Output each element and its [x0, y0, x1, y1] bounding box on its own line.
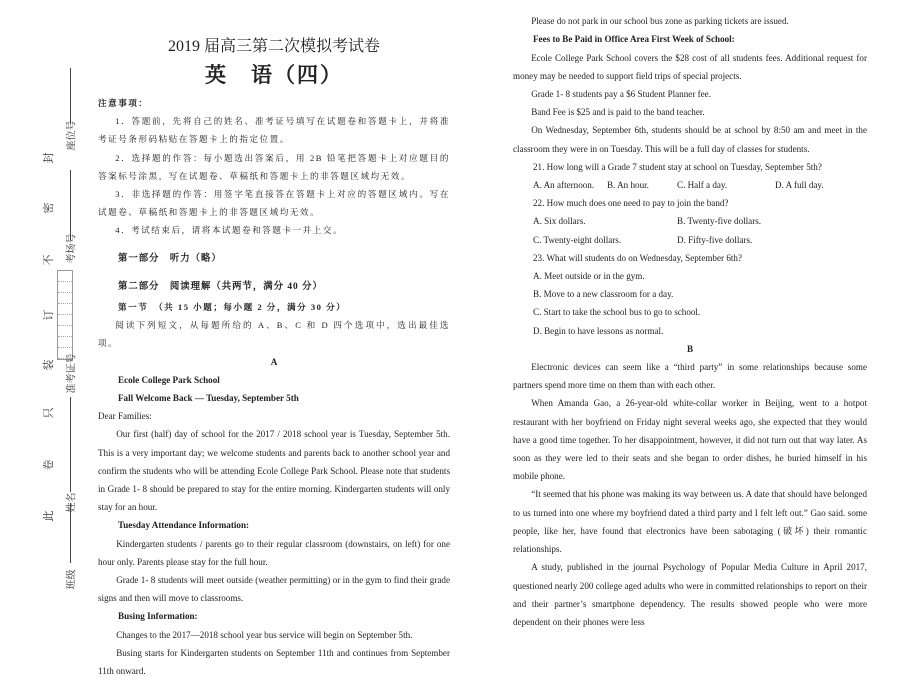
- option[interactable]: D. Begin to have lessons as normal.: [533, 325, 664, 336]
- seat-number-line[interactable]: [70, 68, 71, 124]
- option[interactable]: D. Fifty-five dollars.: [677, 234, 753, 245]
- seal-char: 密: [43, 202, 55, 214]
- attendance-heading: Tuesday Attendance Information:: [118, 520, 250, 531]
- option[interactable]: A. Six dollars.: [533, 216, 586, 227]
- exam-room-line[interactable]: [70, 170, 71, 240]
- admission-number-line[interactable]: [70, 397, 71, 492]
- name-line[interactable]: [70, 503, 71, 563]
- paragraph: When Amanda Gao, a 26-year-old white-collar worker in Beijing, went to a hotpot restaurant with her boyfriend on Friday night several weeks ago, she expected that they would have a good time together. To her disappointment, however, it did not turn out that way later. As soon as they were led to their seats and she began to order dishes, he buried himself in his mobile phone.: [513, 398, 867, 482]
- paragraph: Grade 1- 8 students will meet outside (weather permitting) or in the gym to find their grade signs and then will move to classrooms.: [98, 575, 450, 604]
- part2-heading: 第二部分 阅读理解（共两节，满分 40 分）: [118, 281, 323, 292]
- right-column: [513, 0, 867, 631]
- class-label: 班级: [66, 569, 78, 590]
- notice-item: 4．考试结束后，请将本试题卷和答题卡一并上交。: [115, 225, 344, 236]
- barcode-boxes[interactable]: [57, 270, 73, 360]
- notice-item: 3．非选择题的作答：用签字笔直接答在答题卡上对应的答题区域内。写在试题卷、草稿纸和答题卡上的非答题区域均无效。: [98, 189, 450, 218]
- passage-a-label: A: [270, 356, 278, 367]
- school-name: Ecole College Park School: [118, 374, 220, 385]
- paragraph: A study, published in the journal Psychology of Popular Media Culture in April 2017, questioned nearly 200 college aged adults who were in committed relationships to report on their and their partner’s smartphone dependency. The results showed people who were more dependent on their phones were less: [513, 562, 867, 627]
- exam-title: 2019 届高三第二次模拟考试卷: [167, 38, 380, 55]
- option[interactable]: D. A full day.: [775, 180, 824, 191]
- left-column: [98, 30, 450, 680]
- passage-b-label: B: [686, 343, 694, 354]
- notice-item: 2．选择题的作答：每小题选出答案后，用 2B 铅笔把答题卡上对应题目的答案标号涂黑，写在试题卷、草稿纸和答题卡上的非答题区域均无效。: [98, 152, 450, 181]
- paragraph: Electronic devices can seem like a “third party” in some relationships because some partners spend more time on them than with each other.: [513, 362, 867, 391]
- question-stem: 22. How much does one need to pay to join the band?: [533, 198, 729, 209]
- option[interactable]: B. An hour.: [607, 180, 649, 191]
- notice-item: 1．答题前，先将自己的姓名、准考证号填写在试题卷和答题卡上，并将准考证号条形码粘贴在答题卡上的指定位置。: [98, 116, 450, 145]
- paragraph: Kindergarten students / parents go to their regular classroom (downstairs, on left) for one hour only. Parents please stay for the full hour.: [98, 538, 450, 567]
- option[interactable]: A. Meet outside or in the gym.: [533, 271, 645, 282]
- paragraph: Grade 1- 8 students pay a $6 Student Planner fee.: [531, 89, 711, 100]
- option[interactable]: C. Half a day.: [677, 180, 728, 191]
- seal-char: 不: [43, 254, 55, 266]
- paragraph: On Wednesday, September 6th, students should be at school by 8:50 am and meet in the classroom they were in on Tuesday. This will be a full day of classes for students.: [513, 125, 867, 154]
- notice-heading: 注意事项：: [98, 98, 149, 108]
- option[interactable]: B. Move to a new classroom for a day.: [533, 289, 674, 300]
- paragraph: Please do not park in our school bus zone as parking tickets are issued.: [531, 16, 789, 27]
- exam-room-label: 考场号: [66, 233, 78, 264]
- option[interactable]: B. Twenty-five dollars.: [677, 216, 762, 227]
- section-instruction: 阅读下列短文，从每题所给的 A、B、C 和 D 四个选项中，选出最佳选项。: [98, 320, 450, 349]
- option[interactable]: A. An afternoon.: [533, 180, 595, 191]
- admission-number-label: 准考证号: [66, 353, 78, 394]
- seal-char: 只: [43, 407, 55, 419]
- subject-title: 英 语（四）: [205, 63, 343, 87]
- seal-char: 卷: [43, 459, 55, 471]
- paragraph: Ecole College Park School covers the $28 cost of all students fees. Additional request for money may be needed to support field trips of special projects.: [513, 52, 867, 81]
- seat-number-label: 座位号: [66, 120, 78, 151]
- paragraph: Changes to the 2017—2018 school year bus service will begin on September 5th.: [116, 629, 413, 640]
- section1-heading: 第一节 （共 15 小题；每小题 2 分，满分 30 分）: [118, 302, 347, 313]
- paragraph: Band Fee is $25 and is paid to the band teacher.: [531, 107, 705, 118]
- question-options: [513, 231, 867, 249]
- name-label: 姓名: [66, 492, 78, 513]
- paragraph: “It seemed that his phone was making its way between us. A date that should have belonged to us turned into one where my boyfriend dated a third party and I felt left out.” Gao said. some people, like her, have found that electronics have been sabotaging (破坏) their romantic relationships.: [513, 489, 867, 555]
- part1-heading: 第一部分 听力（略）: [118, 253, 222, 264]
- binding-margin: [0, 0, 95, 651]
- question-options: [513, 176, 867, 194]
- busing-heading: Busing Information:: [118, 611, 198, 622]
- paragraph: Busing starts for Kindergarten students on September 11th and continues from September 11th onward.: [98, 647, 450, 677]
- passage-a-subtitle: Fall Welcome Back — Tuesday, September 5th: [118, 393, 299, 404]
- seal-char: 订: [43, 309, 55, 321]
- option[interactable]: C. Start to take the school bus to go to school.: [533, 307, 701, 318]
- seal-char: 封: [43, 152, 55, 164]
- seal-char: 此: [43, 510, 55, 522]
- greeting: Dear Families:: [98, 411, 152, 422]
- seal-char: 装: [43, 359, 55, 371]
- question-stem: 21. How long will a Grade 7 student stay at school on Tuesday, September 5th?: [533, 161, 822, 172]
- option[interactable]: C. Twenty-eight dollars.: [533, 234, 622, 245]
- question-stem: 23. What will students do on Wednesday, September 6th?: [533, 252, 742, 263]
- question-options: [513, 212, 867, 230]
- fees-heading: Fees to Be Paid in Office Area First Week of School:: [533, 34, 735, 45]
- paragraph: Our first (half) day of school for the 2017 / 2018 school year is Tuesday, September 5th. This is a very important day; we welcome students and parents back to another school year and confirm the students who will be attending Ecole College Park School. Please note that students in Grade 1- 8 should be prepared to stay for the entire morning. Kindergarten students will only stay for an hour.: [98, 429, 450, 513]
